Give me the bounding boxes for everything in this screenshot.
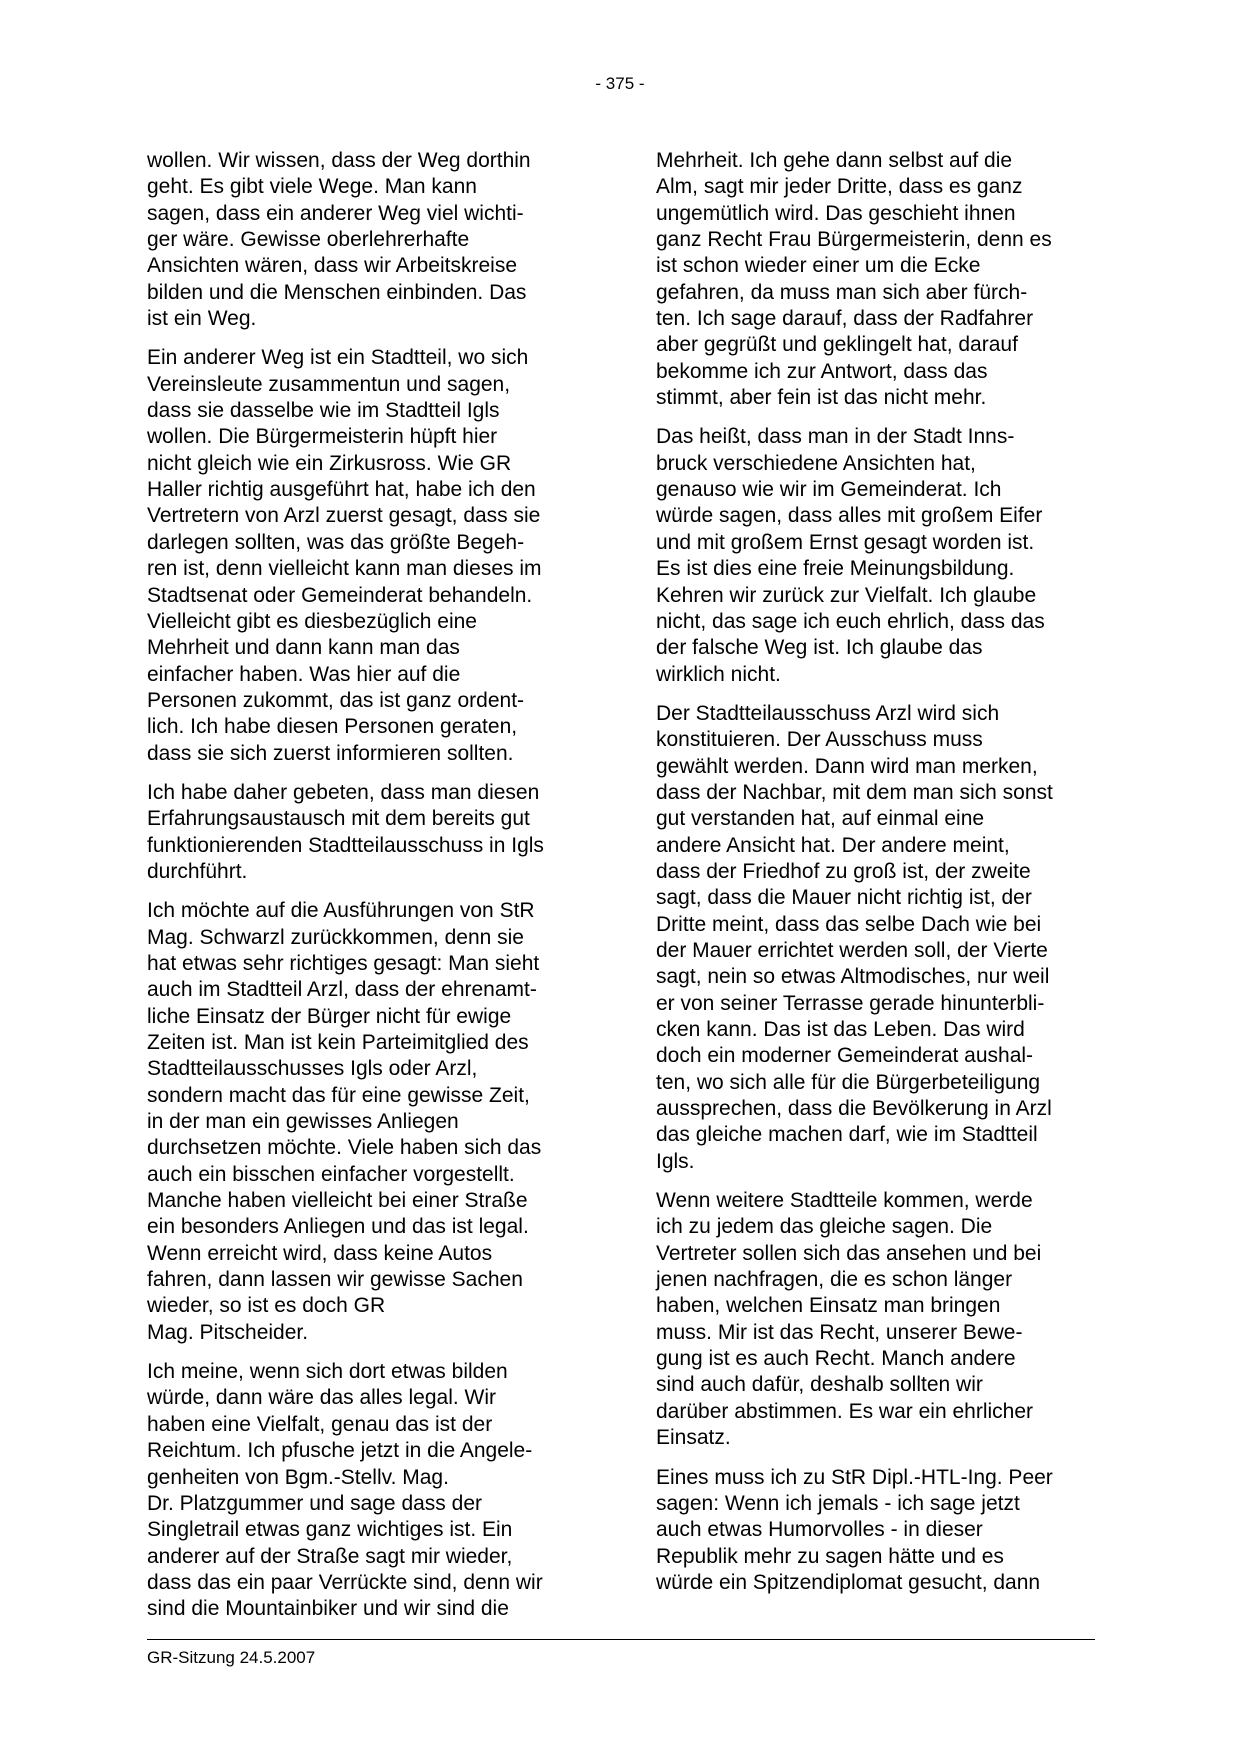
paragraph: Wenn weitere Stadtteile kommen, werde ich zu jedem das gleiche sagen. Die Vertreter sollen sich das ansehen und bei jenen nachfragen, die es schon länger haben, welchen Einsatz man bringen muss. Mir ist das Recht, unserer Bewe- gung ist es auch Recht. Manch andere sind auch dafür, deshalb sollten wir darüber abstimmen. Es war ein ehrlicher Einsatz.	[656, 1189, 1042, 1450]
page-number: - 375 -	[595, 74, 645, 93]
paragraph: Eines muss ich zu StR Dipl.-HTL-Ing. Peer sagen: Wenn ich jemals - ich sage jetzt auch etwas Humorvolles - in dieser Republik mehr zu sagen hätte und es würde ein Spitzendiplomat gesucht, dann	[656, 1465, 1053, 1594]
paragraph: Ich möchte auf die Ausführungen von StR Mag. Schwarzl zurückkommen, denn sie hat etwas sehr richtiges gesagt: Man sieht auch im Stadtteil Arzl, dass der ehrenamt- liche Einsatz der Bürger nicht für ewige Zeiten ist. Man ist kein Parteimitglied des Stadtteilausschusses Igls oder Arzl, sondern macht das für eine gewisse Zeit, in der man ein gewisses Anliegen durchsetzen möchte. Viele haben sich das auch ein bisschen einfacher vorgestellt. Manche haben vielleicht bei einer Straße ein besonders Anliegen und das ist legal. Wenn erreicht wird, dass keine Autos fahren, dann lassen wir gewisse Sachen wieder, so ist es doch GR Mag. Pitscheider.	[147, 899, 542, 1344]
footer-divider	[147, 1639, 1095, 1640]
paragraph: Das heißt, dass man in der Stadt Inns- bruck verschiedene Ansichten hat, genauso wie wir im Gemeinderat. Ich würde sagen, dass alles mit großem Eifer und mit großem Ernst gesagt worden ist. Es ist dies eine freie Meinungsbildung. Kehren wir zurück zur Vielfalt. Ich glaube nicht, das sage ich euch ehrlich, dass das der falsche Weg ist. Ich glaube das wirklich nicht.	[656, 425, 1045, 686]
left-column	[147, 148, 587, 1636]
paragraph: Der Stadtteilausschuss Arzl wird sich konstituieren. Der Ausschuss muss gewählt werden. Dann wird man merken, dass der Nachbar, mit dem man sich sonst gut verstanden hat, auf einmal eine andere Ansicht hat. Der andere meint, dass der Friedhof zu groß ist, der zweite sagt, dass die Mauer nicht richtig ist, der Dritte meint, dass das selbe Dach wie bei der Mauer errichtet werden soll, der Vierte sagt, nein so etwas Altmodisches, nur weil er von seiner Terrasse gerade hinunterbli- cken kann. Das ist das Leben. Das wird doch ein moderner Gemeinderat aushal- ten, wo sich alle für die Bürgerbeteiligung aussprechen, dass die Bevölkerung in Arzl das gleiche machen darf, wie im Stadtteil Igls.	[656, 701, 1053, 1173]
paragraph: Ich habe daher gebeten, dass man diesen Erfahrungsaustausch mit dem bereits gut funktionierenden Stadtteilausschuss in Igls durchführt.	[147, 780, 544, 883]
paragraph: wollen. Wir wissen, dass der Weg dorthin geht. Es gibt viele Wege. Man kann sagen, dass ein anderer Weg viel wichti- ger wäre. Gewisse oberlehrerhafte Ansichten wären, dass wir Arbeitskreise bilden und die Menschen einbinden. Das ist ein Weg.	[147, 149, 531, 331]
footer-text: GR-Sitzung 24.5.2007	[147, 1648, 316, 1667]
right-column	[656, 148, 1096, 1609]
paragraph: Mehrheit. Ich gehe dann selbst auf die Alm, sagt mir jeder Dritte, dass es ganz ungemütlich wird. Das geschieht ihnen ganz Recht Frau Bürgermeisterin, denn es ist schon wieder einer um die Ecke gefahren, da muss man sich aber fürch- ten. Ich sage darauf, dass der Radfahrer aber gegrüßt und geklingelt hat, darauf bekomme ich zur Antwort, dass das stimmt, aber fein ist das nicht mehr.	[656, 149, 1052, 410]
paragraph: Ich meine, wenn sich dort etwas bilden würde, dann wäre das alles legal. Wir haben eine Vielfalt, genau das ist der Reichtum. Ich pfusche jetzt in die Angele- genheiten von Bgm.-Stellv. Mag. Dr. Platzgummer und sage dass der Singletrail etwas ganz wichtiges ist. Ein anderer auf der Straße sagt mir wieder, dass das ein paar Verrückte sind, denn wir sind die Mountainbiker und wir sind die	[147, 1360, 543, 1621]
paragraph: Ein anderer Weg ist ein Stadtteil, wo sich Vereinsleute zusammentun und sagen, dass sie dasselbe wie im Stadtteil Igls wollen. Die Bürgermeisterin hüpft hier nicht gleich wie ein Zirkusross. Wie GR Haller richtig ausgeführt hat, habe ich den Vertretern von Arzl zuerst gesagt, dass sie darlegen sollten, was das größte Begeh- ren ist, denn vielleicht kann man dieses im Stadtsenat oder Gemeinderat behandeln. Vielleicht gibt es diesbezüglich eine Mehrheit und dann kann man das einfacher haben. Was hier auf die Personen zukommt, das ist ganz ordent- lich. Ich habe diesen Personen geraten, dass sie sich zuerst informieren sollten.	[147, 346, 542, 765]
